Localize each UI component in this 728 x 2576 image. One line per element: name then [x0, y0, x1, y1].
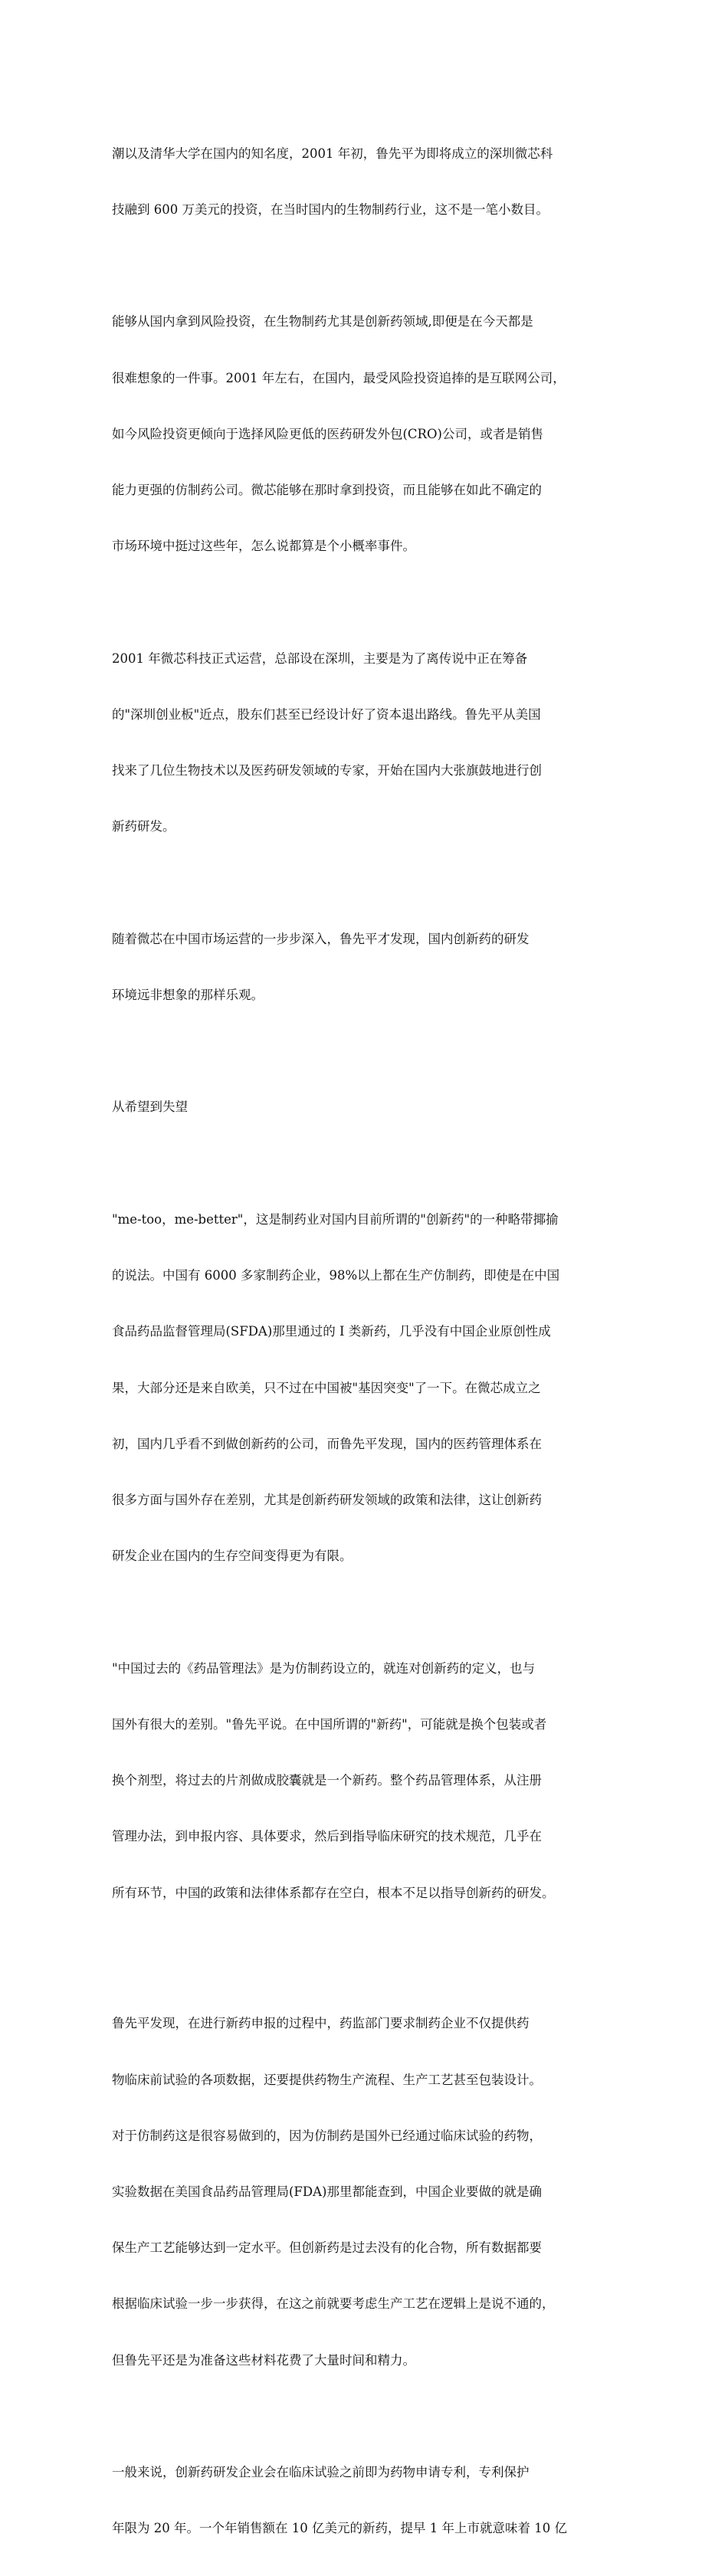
paragraph-2 — [112, 276, 618, 594]
text-line: 年限为 20 年。一个年销售额在 10 亿美元的新药，提早 1 年上市就意味着 10 亿 — [112, 2521, 567, 2536]
text-line: 物临床前试验的各项数据，还要提供药物生产流程、生产工艺甚至包装设计。 — [112, 2072, 542, 2087]
text-line: 找来了几位生物技术以及医药研发领域的专家，开始在国内大张旗鼓地进行创 — [112, 763, 542, 778]
text-line: 初，国内几乎看不到做创新药的公司，而鲁先平发现，国内的医药管理体系在 — [112, 1436, 542, 1451]
text-line: 市场环境中挺过这些年，怎么说都算是个小概率事件。 — [112, 539, 415, 554]
document-body — [112, 107, 618, 2576]
text-line: 潮以及清华大学在国内的知名度，2001 年初，鲁先平为即将成立的深圳微芯科 — [112, 146, 553, 161]
text-line: 研发企业在国内的生存空间变得更为有限。 — [112, 1549, 353, 1564]
text-line: 能力更强的仿制药公司。微芯能够在那时拿到投资，而且能够在如此不确定的 — [112, 483, 542, 498]
section-heading-text: 从希望到失望 — [112, 1100, 188, 1115]
text-line: 如今风险投资更倾向于选择风险更低的医药研发外包(CRO)公司，或者是销售 — [112, 426, 543, 441]
text-line: 国外有很大的差别。"鲁先平说。在中国所谓的"新药"，可能就是换个包装或者 — [112, 1716, 547, 1732]
paragraph-1 — [112, 107, 618, 257]
text-line: 技融到 600 万美元的投资，在当时国内的生物制药行业，这不是一笔小数目。 — [112, 202, 549, 218]
text-line: 的"深圳创业板"近点，股东们甚至已经设计好了资本退出路线。鲁先平从美国 — [112, 706, 541, 722]
text-line: 换个剂型，将过去的片剂做成胶囊就是一个新药。整个药品管理体系，从注册 — [112, 1773, 542, 1788]
paragraph-6 — [112, 1622, 618, 1940]
text-line: 根据临床试验一步一步获得，在这之前就要考虑生产工艺在逻辑上是说不通的， — [112, 2296, 555, 2312]
text-line: 鲁先平发现，在进行新药申报的过程中，药监部门要求制药企业不仅提供药 — [112, 2016, 530, 2031]
text-line: 新药研发。 — [112, 819, 175, 834]
paragraph-8 — [112, 2426, 618, 2575]
text-line: 所有环节，中国的政策和法律体系都存在空白，根本不足以指导创新药的研发。 — [112, 1885, 555, 1900]
text-line: 保生产工艺能够达到一定水平。但创新药是过去没有的化合物，所有数据都要 — [112, 2240, 542, 2256]
text-line: 能够从国内拿到风险投资，在生物制药尤其是创新药领域,即便是在今天都是 — [112, 314, 533, 329]
paragraph-3 — [112, 612, 618, 874]
text-line: "中国过去的《药品管理法》是为仿制药设立的，就连对创新药的定义，也与 — [112, 1660, 536, 1676]
text-line: 食品药品监督管理局(SFDA)那里通过的 I 类新药，几乎没有中国企业原创性成 — [112, 1324, 551, 1339]
text-line: 很多方面与国外存在差别，尤其是创新药研发领域的政策和法律，这让创新药 — [112, 1492, 542, 1507]
text-line: 果，大部分还是来自欧美，只不过在中国被"基因突变"了一下。在微芯成立之 — [112, 1380, 541, 1395]
section-heading — [112, 1061, 618, 1155]
text-line: 随着微芯在中国市场运营的一步步深入，鲁先平才发现，国内创新药的研发 — [112, 931, 530, 946]
text-line: 对于仿制药这是很容易做到的，因为仿制药是国外已经通过临床试验的药物， — [112, 2128, 542, 2143]
text-line: 环境远非想象的那样乐观。 — [112, 988, 264, 1003]
text-line: 很难想象的一件事。2001 年左右，在国内，最受风险投资追捧的是互联网公司， — [112, 370, 566, 385]
text-line: 实验数据在美国食品药品管理局(FDA)那里都能查到，中国企业要做的就是确 — [112, 2184, 542, 2199]
text-line: 2001 年微芯科技正式运营，总部设在深圳，主要是为了离传说中正在筹备 — [112, 651, 528, 666]
text-line: 但鲁先平还是为准备这些材料花费了大量时间和精力。 — [112, 2352, 415, 2368]
text-line: "me-too，me-better"，这是制药业对国内目前所谓的"创新药"的一种略带揶揄 — [112, 1211, 559, 1227]
text-line: 一般来说，创新药研发企业会在临床试验之前即为药物申请专利，专利保护 — [112, 2465, 530, 2480]
paragraph-5 — [112, 1173, 618, 1603]
paragraph-7 — [112, 1978, 618, 2407]
text-line: 管理办法，到申报内容、具体要求，然后到指导临床研究的技术规范，几乎在 — [112, 1829, 542, 1844]
text-line: 的说法。中国有 6000 多家制药企业，98%以上都在生产仿制药，即使是在中国 — [112, 1268, 560, 1283]
paragraph-4 — [112, 893, 618, 1042]
